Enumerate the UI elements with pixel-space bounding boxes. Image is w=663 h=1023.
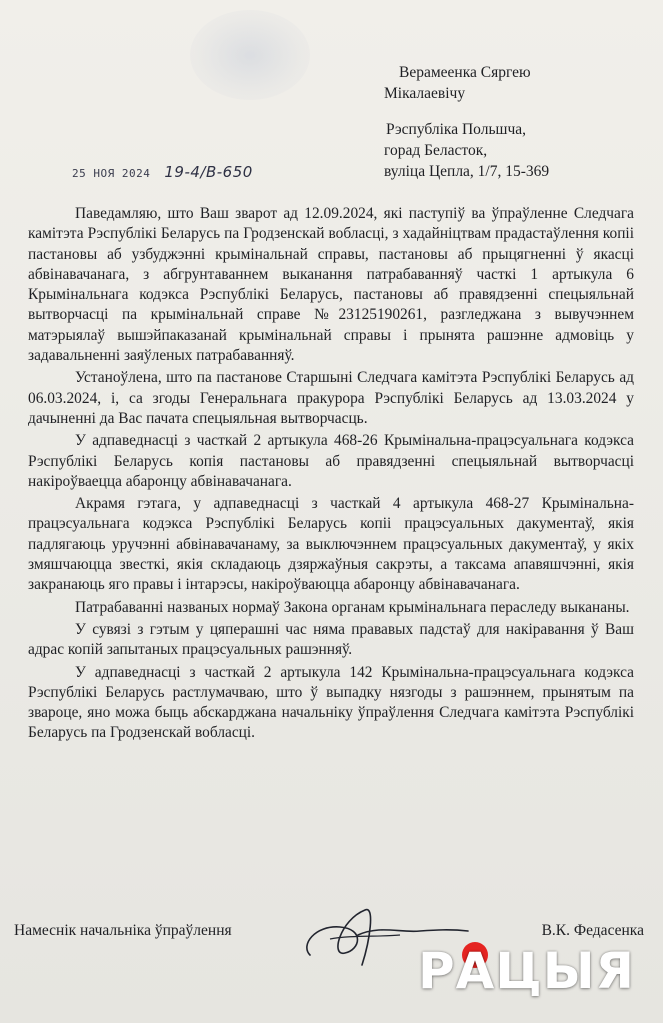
paragraph: Паведамляю, што Ваш зварот ад 12.09.2024, які паступіў ва ўпраўленне Следчага камітэта Рэспублікі Беларусь па Гродзенскай вобласці, з хадайніцтвам прадастаўлення копіі пастановы аб узбуджэнні крымінальнай справы, пастановы аб прыцягненні ў якасці абвінавачанага, з абгрунтаваннем выканання патрабаванняў часткі 1 артыкула 6 Крымінальнага кодэкса Рэспублікі Беларусь, пастановы аб правядзенні спецыяльнай вытворчасці па крымінальнай справе №23125190261, разгледжана з вывучэннем матэрыялаў вышэйпаказанай крымінальнай справы і прынята рашэнне адмовіць у задавальненні заяўленых патрабаванняў. xyxy=(28,205,634,365)
letter-body xyxy=(28,204,634,746)
addressee-address-line3: вуліца Цепла, 1/7, 15-369 xyxy=(384,163,550,180)
signatory-title: Намеснік начальніка ўпраўлення xyxy=(14,922,232,939)
registration-line xyxy=(72,163,253,185)
addressee-name-line2: Мікалаевічу xyxy=(384,85,466,102)
racyja-watermark-logo xyxy=(418,940,638,1002)
addressee-block xyxy=(384,62,549,182)
registration-number: 19-4/В-650 xyxy=(164,163,253,181)
addressee-name-line1: Верамеенка Сяргею xyxy=(399,64,531,81)
signatory-name: В.К. Федасенка xyxy=(541,922,644,939)
paragraph: У адпаведнасці з часткай 2 артыкула 468-26 Крымінальна-працэсуальнага кодэкса Рэспублікі Беларусь копія пастановы аб правядзенні спецыяльнай вытворчасці накіроўваецца абаронцу абвінавачанага. xyxy=(28,432,634,490)
paragraph: Устаноўлена, што па пастанове Старшыні Следчага камітэта Рэспублікі Беларусь ад 06.03.2024, і, са згоды Генеральнага пракурора Рэспублікі Беларусь ад 13.03.2024 у дачыненні да Вас пачата спецыяльная вытворчасць. xyxy=(28,369,634,427)
paragraph: У сувязі з гэтым у цяперашні час няма прававых падстаў для накіравання ў Ваш адрас копій запытаных працэсуальных рашэнняў. xyxy=(28,620,634,659)
paragraph: Акрамя гэтага, у адпаведнасці з часткай 4 артыкула 468-27 Крымінальна-працэсуальнага кодэкса Рэспублікі Беларусь копіі працэсуальных дакументаў, якія падлягаюць уручэнні абвінавачанаму, за выключэннем працэсуальных дакументаў, у якіх змяшчаюцца звесткі, якія складаюць дзяржаўныя сакрэты, а таксама апавяшчэнні, якія закранаюць яго правы і інтарэсы, накіроўваюцца абаронцу абвінавачанага. xyxy=(28,495,634,594)
paragraph: Патрабаванні названых нормаў Закона органам крымінальнага пераследу выкананы. xyxy=(75,598,630,616)
faded-emblem-icon xyxy=(190,10,310,100)
date-stamp: 25 НОЯ 2024 xyxy=(72,167,151,180)
watermark-text: РАЦЫЯ xyxy=(418,942,636,1000)
paragraph: У адпаведнасці з часткай 2 артыкула 142 Крымінальна-працэсуальнага кодэкса Рэспублікі Беларусь растлумачваю, што ў выпадку нязгоды з рашэннем, прынятым па звароце, яно можа быць абскарджана начальніку ўпраўлення Следчага камітэта Рэспублікі Беларусь па Гродзенскай вобласці. xyxy=(28,663,634,742)
addressee-address-line1: Рэспубліка Польшча, xyxy=(386,121,526,138)
faded-letterhead xyxy=(60,10,360,120)
addressee-address-line2: горад Беласток, xyxy=(384,142,488,159)
